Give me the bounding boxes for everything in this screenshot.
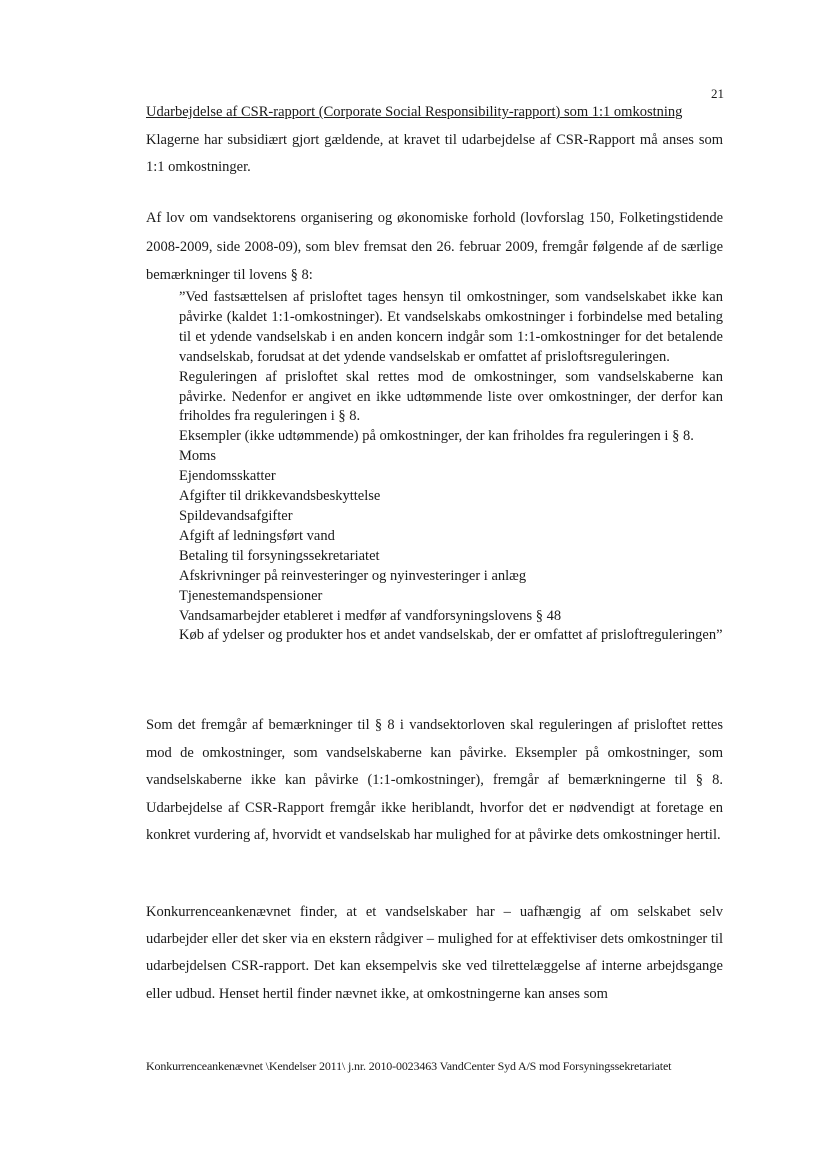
- page-number: 21: [711, 86, 724, 101]
- paragraph-2: Af lov om vandsektorens organisering og økonomiske forhold (lovforslag 150, Folketingstidende 2008-2009, side 2008-09), som blev fremsat den 26. februar 2009, fremgår følgende af de særlige bemærkninger til lovens § 8:: [146, 210, 723, 283]
- quote-block-2: Reguleringen af prisloftet skal rettes mod de omkostninger, som vandselskaberne kan påvirke. Nedenfor er angivet en ikke udtømmende liste over omkostninger, der derfor kan friholdes fra reguleringen i § 8.: [179, 368, 723, 425]
- quote-list-item: Afgift af ledningsført vand: [179, 527, 335, 544]
- quote-last-item: Køb af ydelser og produkter hos et andet vandselskab, der er omfattet af prisloftreguleringen”: [179, 627, 723, 644]
- paragraph-1: Klagerne har subsidiært gjort gældende, at kravet til udarbejdelse af CSR-Rapport må anses som 1:1 omkostninger.: [146, 132, 723, 175]
- quote-list-item: Afgifter til drikkevandsbeskyttelse: [179, 488, 381, 505]
- quote-block-1: ”Ved fastsættelsen af prisloftet tages hensyn til omkostninger, som vandselskabet ikke kan påvirke (kaldet 1:1-omkostninger). Et vandselskabs omkostninger i forbindelse med betaling til et ydende vandselskab i en anden koncern indgår som 1:1-omkostninger for det betalende vandselskab, forudsat at det ydende vandselskab er omfattet af prisloftsreguleringen.: [179, 289, 723, 365]
- quote-list-item: Vandsamarbejder etableret i medfør af vandforsyningslovens § 48: [179, 607, 562, 624]
- paragraph-4: Konkurrenceankenævnet finder, at et vandselskaber har – uafhængig af om selskabet selv udarbejder eller det sker via en ekstern rådgiver – mulighed for at effektiviser dets omkostninger til udarbejdelsen CSR-rapport. Det kan eksempelvis ske ved tilrettelæggelse af interne arbejdsgange eller udbud. Henset hertil finder nævnet ikke, at omkostningerne kan anses som: [146, 904, 723, 1002]
- quote-list-item: Tjenestemandspensioner: [179, 587, 323, 604]
- page-footer: Konkurrenceankenævnet \Kendelser 2011\ j.nr. 2010-0023463 VandCenter Syd A/S mod Forsyningssekretariatet: [146, 1059, 672, 1073]
- block-quote: [179, 288, 723, 646]
- paragraph-3: Som det fremgår af bemærkninger til § 8 i vandsektorloven skal reguleringen af prisloftet rettes mod de omkostninger, som vandselskaberne kan påvirke. Eksempler på omkostninger, som vandselskaberne ikke kan påvirke (1:1-omkostninger), fremgår af bemærkningerne til § 8. Udarbejdelse af CSR-Rapport fremgår ikke heriblandt, hvorfor det er nødvendigt at foretage en konkret vurdering af, hvorvidt et vandselskab har mulighed for at påvirke dets omkostninger hertil.: [146, 717, 723, 844]
- quote-list-item: Betaling til forsyningssekretariatet: [179, 547, 380, 564]
- quote-list-intro: Eksempler (ikke udtømmende) på omkostninger, der kan friholdes fra reguleringen i § 8.: [179, 428, 694, 445]
- quote-list-item: Ejendomsskatter: [179, 468, 276, 485]
- quote-list-item: Moms: [179, 448, 217, 465]
- quote-list-item: Afskrivninger på reinvesteringer og nyinvesteringer i anlæg: [179, 567, 527, 584]
- quote-list-item: Spildevandsafgifter: [179, 507, 293, 524]
- section-heading: Udarbejdelse af CSR-rapport (Corporate Social Responsibility-rapport) som 1:1 omkostning: [146, 104, 683, 120]
